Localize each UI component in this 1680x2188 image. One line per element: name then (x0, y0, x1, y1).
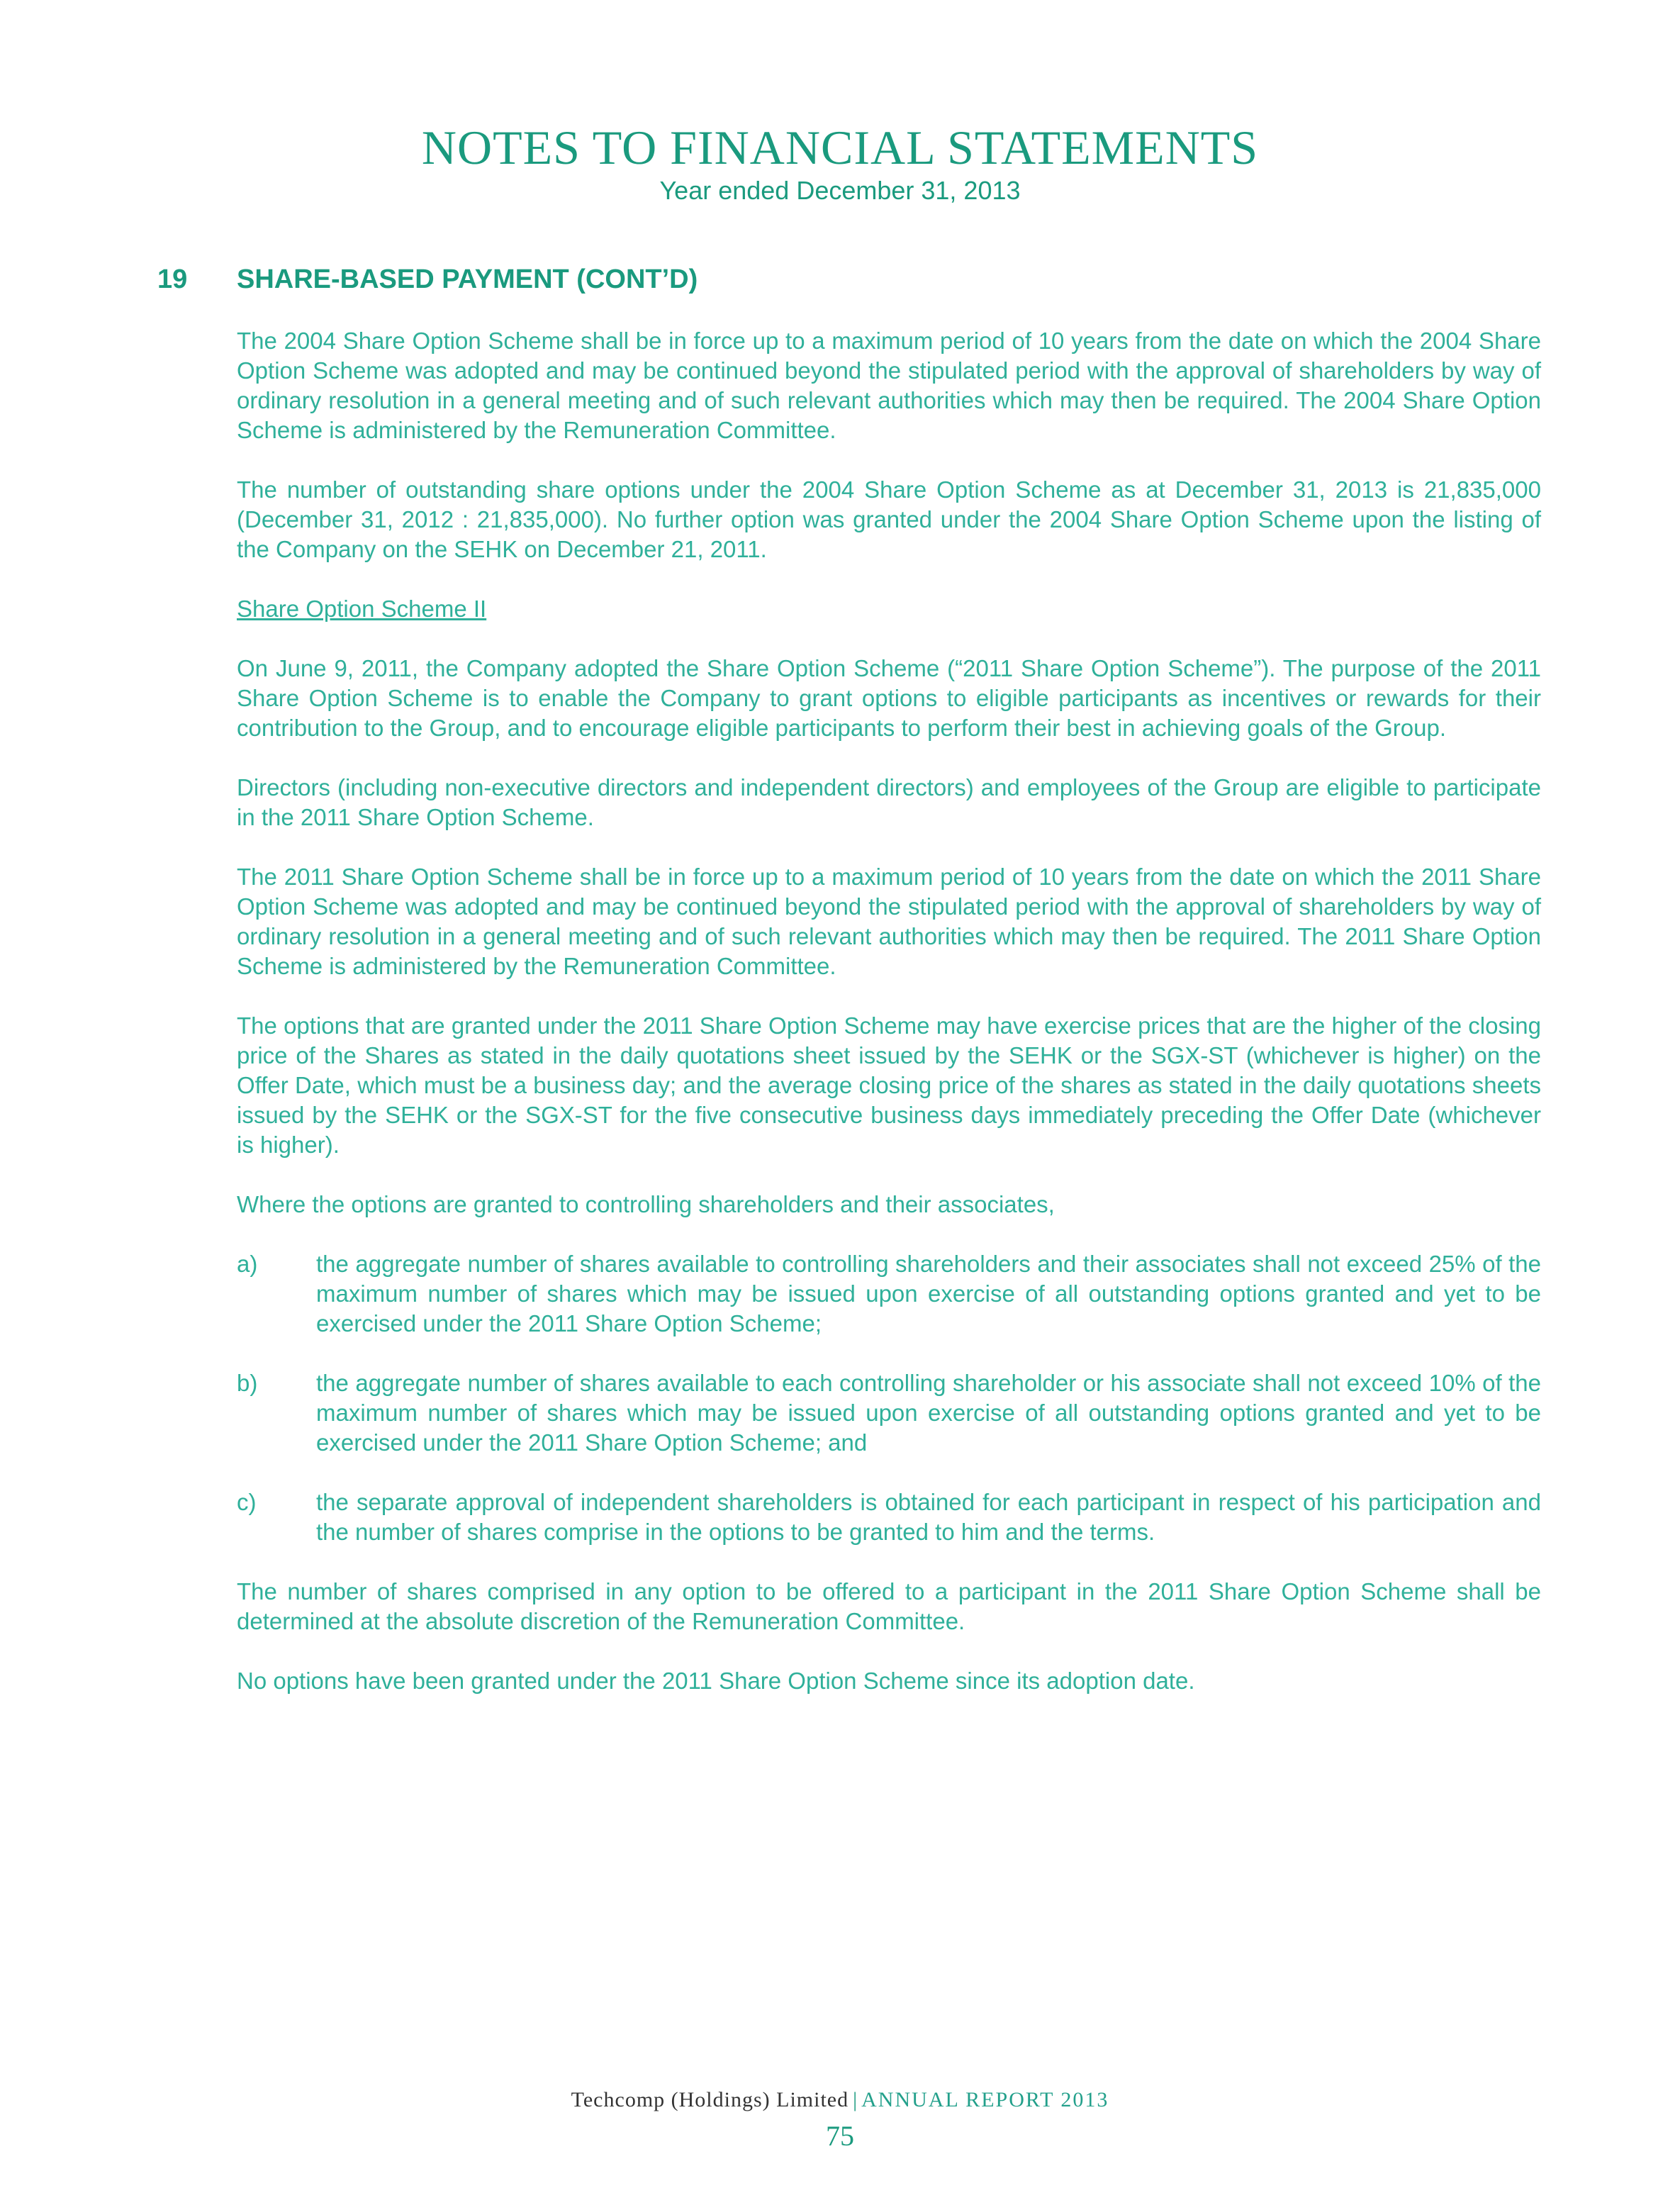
paragraph-eligibility: Directors (including non-executive directors and independent directors) and employees of the Group are eligible to participate in the 2011 Share Option Scheme. (237, 774, 1541, 830)
section-title: SHARE-BASED PAYMENT (CONT’D) (237, 264, 698, 294)
section-heading (157, 264, 698, 295)
list-item-b (237, 1368, 1541, 1458)
list-item-text: the aggregate number of shares available to each controlling shareholder or his associate shall not exceed 10% of the maximum number of shares which may be issued upon exercise of all outstanding options granted and yet to be exercised under the 2011 Share Option Scheme; and (316, 1370, 1541, 1456)
body-content (237, 326, 1541, 1726)
list-marker: a) (237, 1251, 258, 1277)
list-marker: c) (237, 1489, 257, 1515)
document-title: NOTES TO FINANCIAL STATEMENTS (421, 121, 1259, 174)
paragraph-share-determination: The number of shares comprised in any option to be offered to a participant in the 2011 Share Option Scheme shall be determined at the absolute discretion of the Remuneration Committee. (237, 1578, 1541, 1634)
footer-line (0, 2086, 1680, 2114)
paragraph-outstanding-options: The number of outstanding share options under the 2004 Share Option Scheme as at December 31, 2013 is 21,835,000 (December 31, 2012 : 21,835,000). No further option was granted under the 2004 Share Option Scheme upon the listing of the Company on the SEHK on December 21, 2011. (237, 476, 1541, 562)
list-item-text: the aggregate number of shares available to controlling shareholders and their associates shall not exceed 25% of the maximum number of shares which may be issued upon exercise of all outstanding options granted and yet to be exercised under the 2011 Share Option Scheme; (316, 1251, 1541, 1336)
page-number: 75 (826, 2120, 854, 2152)
paragraph-2004-scheme-term: The 2004 Share Option Scheme shall be in force up to a maximum period of 10 years from the date on which the 2004 Share Option Scheme was adopted and may be continued beyond the stipulated period with the approval of shareholders by way of ordinary resolution in a general meeting and of such relevant authorities which may then be required. The 2004 Share Option Scheme is administered by the Remuneration Committee. (237, 328, 1541, 443)
list-item-c (237, 1487, 1541, 1547)
document-subtitle: Year ended December 31, 2013 (659, 176, 1021, 205)
footer-separator: | (853, 2088, 858, 2111)
paragraph-exercise-prices: The options that are granted under the 2011 Share Option Scheme may have exercise prices that are the higher of the closing price of the Shares as stated in the daily quotations sheet issued by the SEHK or the SGX-ST (whichever is higher) on the Offer Date, which must be a business day; and the average closing price of the shares as stated in the daily quotations sheets issued by the SEHK or the SGX-ST for the five consecutive business days immediately preceding the Offer Date (whichever is higher). (237, 1012, 1541, 1158)
footer-report-name: ANNUAL REPORT 2013 (861, 2088, 1109, 2111)
list-marker: b) (237, 1370, 258, 1396)
list-item-text: the separate approval of independent shareholders is obtained for each participant in respect of his participation and the number of shares comprise in the options to be granted to him and the terms. (316, 1489, 1541, 1545)
list-item-a (237, 1249, 1541, 1339)
footer-company-name: Techcomp (Holdings) Limited (571, 2088, 849, 2111)
paragraph-no-options-granted: No options have been granted under the 2011 Share Option Scheme since its adoption date. (237, 1668, 1195, 1694)
paragraph-2011-scheme-adoption: On June 9, 2011, the Company adopted the Share Option Scheme (“2011 Share Option Scheme”). The purpose of the 2011 Share Option Scheme is to enable the Company to grant options to eligible participants as incentives or rewards for their contribution to the Group, and to encourage eligible participants to perform their best in achieving goals of the Group. (237, 655, 1541, 741)
page-header (0, 119, 1680, 206)
section-number: 19 (157, 264, 188, 294)
page-footer (0, 2086, 1680, 2154)
subheading-share-option-scheme-ii: Share Option Scheme II (237, 596, 487, 622)
paragraph-controlling-shareholders: Where the options are granted to controlling shareholders and their associates, (237, 1191, 1055, 1217)
paragraph-2011-scheme-term: The 2011 Share Option Scheme shall be in force up to a maximum period of 10 years from the date on which the 2011 Share Option Scheme was adopted and may be continued beyond the stipulated period with the approval of shareholders by way of ordinary resolution in a general meeting and of such relevant authorities which may then be required. The 2011 Share Option Scheme is administered by the Remuneration Committee. (237, 864, 1541, 979)
